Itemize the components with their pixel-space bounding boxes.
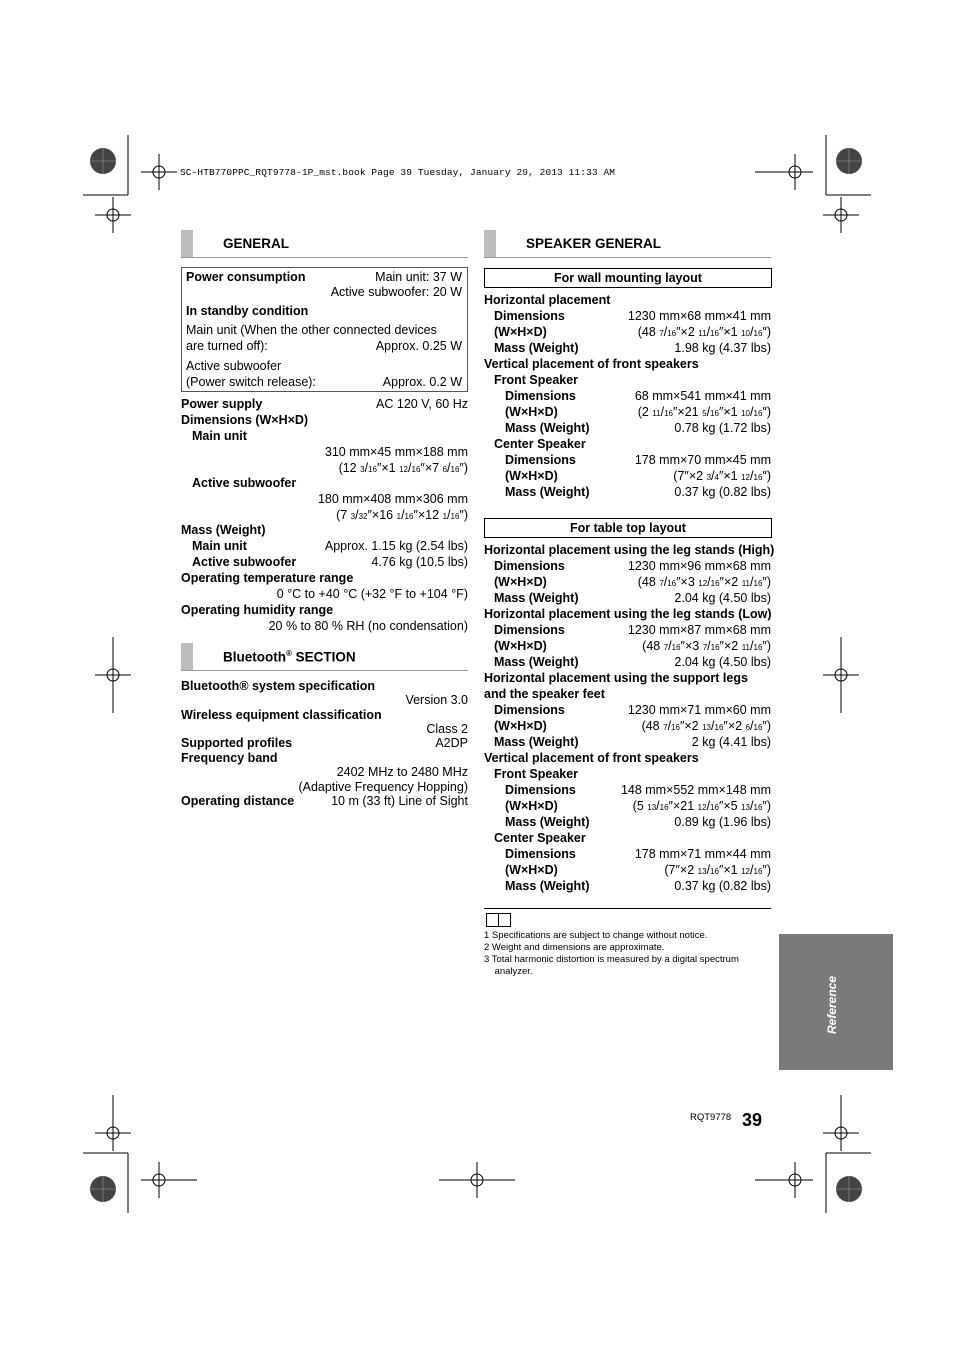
dims-label: Dimensions bbox=[505, 847, 576, 861]
main-unit-dim-in: (12 3/16″×1 12/16″×7 6/16″) bbox=[338, 461, 468, 475]
table-center-mm: 178 mm×71 mm×44 mm bbox=[634, 847, 771, 861]
standby-main-line2: are turned off): bbox=[186, 339, 268, 353]
mass-label: Mass (Weight) bbox=[181, 523, 266, 537]
mass-sub-label: Active subwoofer bbox=[192, 555, 297, 569]
bt-profiles-label: Supported profiles bbox=[181, 736, 293, 750]
dimensions-label: Dimensions (W×H×D) bbox=[181, 413, 309, 427]
wall-center-in: (7″×2 3/4″×1 12/16″) bbox=[673, 469, 771, 483]
mass-sub-value: 4.76 kg (10.5 lbs) bbox=[371, 555, 468, 569]
wall-center-mm: 178 mm×70 mm×45 mm bbox=[634, 453, 771, 467]
reference-side-tab bbox=[779, 934, 893, 1070]
wall-front-mass: 0.78 kg (1.72 lbs) bbox=[674, 421, 771, 435]
speaker-title: SPEAKER GENERAL bbox=[526, 236, 662, 251]
footer-code: RQT9778 bbox=[690, 1112, 732, 1123]
wall-front-in: (2 11/16″×21 5/16″×1 10/16″) bbox=[637, 405, 771, 419]
leg-high-label: Horizontal placement using the leg stands (High) bbox=[484, 543, 775, 557]
front-speaker-label: Front Speaker bbox=[494, 767, 579, 781]
standby-sub-line1: Active subwoofer bbox=[186, 359, 282, 373]
bt-wireless-value: Class 2 bbox=[426, 722, 468, 736]
standby-main-line1: Main unit (When the other connected devices bbox=[186, 323, 437, 337]
mass-label: Mass (Weight) bbox=[505, 879, 590, 893]
standby-sub-value: Approx. 0.2 W bbox=[382, 375, 462, 389]
op-hum-value: 20 % to 80 % RH (no condensation) bbox=[268, 619, 468, 633]
support-label-2: and the speaker feet bbox=[484, 687, 605, 701]
section-marker bbox=[181, 643, 193, 670]
speaker-section-header bbox=[484, 230, 771, 258]
table-front-mm: 148 mm×552 mm×148 mm bbox=[620, 783, 771, 797]
bt-freq-value: 2402 MHz to 2480 MHz bbox=[336, 765, 468, 779]
bt-freq-value2: (Adaptive Frequency Hopping) bbox=[298, 780, 468, 794]
power-supply-label: Power supply bbox=[181, 397, 263, 411]
bt-wireless-label: Wireless equipment classification bbox=[181, 708, 382, 722]
power-consumption-sub: Active subwoofer: 20 W bbox=[330, 285, 462, 299]
leg-high-in: (48 7/16″×3 12/16″×2 11/16″) bbox=[637, 575, 771, 589]
standby-label: In standby condition bbox=[186, 304, 309, 318]
op-temp-value: 0 °C to +40 °C (+32 °F to +104 °F) bbox=[276, 587, 468, 601]
wall-vertical-label: Vertical placement of front speakers bbox=[484, 357, 699, 371]
mass-label: Mass (Weight) bbox=[505, 485, 590, 499]
table-vertical-label: Vertical placement of front speakers bbox=[484, 751, 699, 765]
dims-label: Dimensions bbox=[505, 453, 576, 467]
wall-horizontal-label: Horizontal placement bbox=[484, 293, 611, 307]
mass-label: Mass (Weight) bbox=[494, 735, 579, 749]
center-speaker-label: Center Speaker bbox=[494, 831, 586, 845]
main-unit-dim-mm: 310 mm×45 mm×188 mm bbox=[324, 445, 468, 459]
notes-divider bbox=[484, 908, 771, 909]
standby-sub-line2: (Power switch release): bbox=[186, 375, 316, 389]
support-in: (48 7/16″×2 13/16″×2 6/16″) bbox=[641, 719, 771, 733]
active-sub-label: Active subwoofer bbox=[192, 476, 297, 490]
whd-label: (W×H×D) bbox=[505, 863, 558, 877]
table-front-in: (5 13/16″×21 12/16″×5 13/16″) bbox=[632, 799, 771, 813]
table-front-mass: 0.89 kg (1.96 lbs) bbox=[674, 815, 771, 829]
leg-low-mass: 2.04 kg (4.50 lbs) bbox=[674, 655, 771, 669]
leg-low-in: (48 7/16″×3 7/16″×2 11/16″) bbox=[642, 639, 771, 653]
table-layout-box: For table top layout bbox=[484, 518, 772, 538]
front-speaker-label: Front Speaker bbox=[494, 373, 579, 387]
power-consumption-main: Main unit: 37 W bbox=[375, 270, 462, 284]
wall-front-mm: 68 mm×541 mm×41 mm bbox=[634, 389, 771, 403]
side-tab-label: Reference bbox=[825, 975, 839, 1034]
whd-label: (W×H×D) bbox=[505, 469, 558, 483]
book-header-line: SC-HTB770PPC_RQT9778-1P_mst.book Page 39 Tuesday, January 29, 2013 11:33 AM bbox=[180, 167, 616, 178]
whd-label: (W×H×D) bbox=[494, 325, 547, 339]
bt-profiles-value: A2DP bbox=[435, 736, 468, 750]
active-sub-dim-mm: 180 mm×408 mm×306 mm bbox=[317, 492, 468, 506]
main-unit-label: Main unit bbox=[192, 429, 247, 443]
wall-center-mass: 0.37 kg (0.82 lbs) bbox=[674, 485, 771, 499]
whd-label: (W×H×D) bbox=[494, 719, 547, 733]
op-temp-label: Operating temperature range bbox=[181, 571, 354, 585]
wall-layout-box: For wall mounting layout bbox=[484, 268, 772, 288]
mass-main-value: Approx. 1.15 kg (2.54 lbs) bbox=[324, 539, 468, 553]
mass-label: Mass (Weight) bbox=[494, 591, 579, 605]
note-1: 1 Specifications are subject to change without notice. bbox=[484, 930, 708, 941]
note-2: 2 Weight and dimensions are approximate. bbox=[484, 942, 665, 953]
power-supply-value: AC 120 V, 60 Hz bbox=[376, 397, 468, 411]
bt-distance-value: 10 m (33 ft) Line of Sight bbox=[331, 794, 468, 808]
leg-low-label: Horizontal placement using the leg stands (Low) bbox=[484, 607, 772, 621]
standby-main-value: Approx. 0.25 W bbox=[375, 339, 462, 353]
section-marker bbox=[484, 230, 496, 257]
general-title: GENERAL bbox=[223, 236, 290, 251]
page-number: 39 bbox=[742, 1110, 763, 1130]
dims-label: Dimensions bbox=[494, 703, 565, 717]
table-center-mass: 0.37 kg (0.82 lbs) bbox=[674, 879, 771, 893]
wall-h-in: (48 7/16″×2 11/16″×1 10/16″) bbox=[637, 325, 771, 339]
support-mm: 1230 mm×71 mm×60 mm bbox=[627, 703, 771, 717]
dims-label: Dimensions bbox=[494, 559, 565, 573]
whd-label: (W×H×D) bbox=[505, 405, 558, 419]
book-note-icon bbox=[486, 913, 512, 928]
whd-label: (W×H×D) bbox=[494, 575, 547, 589]
center-speaker-label: Center Speaker bbox=[494, 437, 586, 451]
table-center-in: (7″×2 13/16″×1 12/16″) bbox=[664, 863, 771, 877]
bt-spec-label: Bluetooth® system specification bbox=[181, 679, 375, 693]
support-mass: 2 kg (4.41 lbs) bbox=[691, 735, 771, 749]
power-consumption-label: Power consumption bbox=[186, 270, 306, 284]
mass-label: Mass (Weight) bbox=[494, 655, 579, 669]
leg-high-mm: 1230 mm×96 mm×68 mm bbox=[627, 559, 771, 573]
notes-list bbox=[484, 930, 774, 978]
general-section-header bbox=[181, 230, 468, 258]
whd-label: (W×H×D) bbox=[505, 799, 558, 813]
wall-h-mm: 1230 mm×68 mm×41 mm bbox=[627, 309, 771, 323]
bt-spec-value: Version 3.0 bbox=[405, 693, 468, 707]
mass-label: Mass (Weight) bbox=[505, 421, 590, 435]
wall-h-mass: 1.98 kg (4.37 lbs) bbox=[674, 341, 771, 355]
dims-label: Dimensions bbox=[494, 623, 565, 637]
bluetooth-section-header bbox=[181, 643, 468, 671]
note-3: 3 Total harmonic distortion is measured by a digital spectrum bbox=[484, 954, 739, 965]
mass-main-label: Main unit bbox=[192, 539, 247, 553]
bt-freq-label: Frequency band bbox=[181, 751, 278, 765]
bt-distance-label: Operating distance bbox=[181, 794, 295, 808]
mass-label: Mass (Weight) bbox=[505, 815, 590, 829]
leg-low-mm: 1230 mm×87 mm×68 mm bbox=[627, 623, 771, 637]
op-hum-label: Operating humidity range bbox=[181, 603, 334, 617]
mass-label: Mass (Weight) bbox=[494, 341, 579, 355]
bluetooth-title: Bluetooth® SECTION bbox=[223, 649, 356, 665]
leg-high-mass: 2.04 kg (4.50 lbs) bbox=[674, 591, 771, 605]
dims-label: Dimensions bbox=[494, 309, 565, 323]
whd-label: (W×H×D) bbox=[494, 639, 547, 653]
active-sub-dim-in: (7 3/32″×16 1/16″×12 1/16″) bbox=[336, 508, 468, 522]
support-label-1: Horizontal placement using the support legs bbox=[484, 671, 748, 685]
dims-label: Dimensions bbox=[505, 783, 576, 797]
section-marker bbox=[181, 230, 193, 257]
note-3-cont: analyzer. bbox=[484, 966, 533, 977]
dims-label: Dimensions bbox=[505, 389, 576, 403]
